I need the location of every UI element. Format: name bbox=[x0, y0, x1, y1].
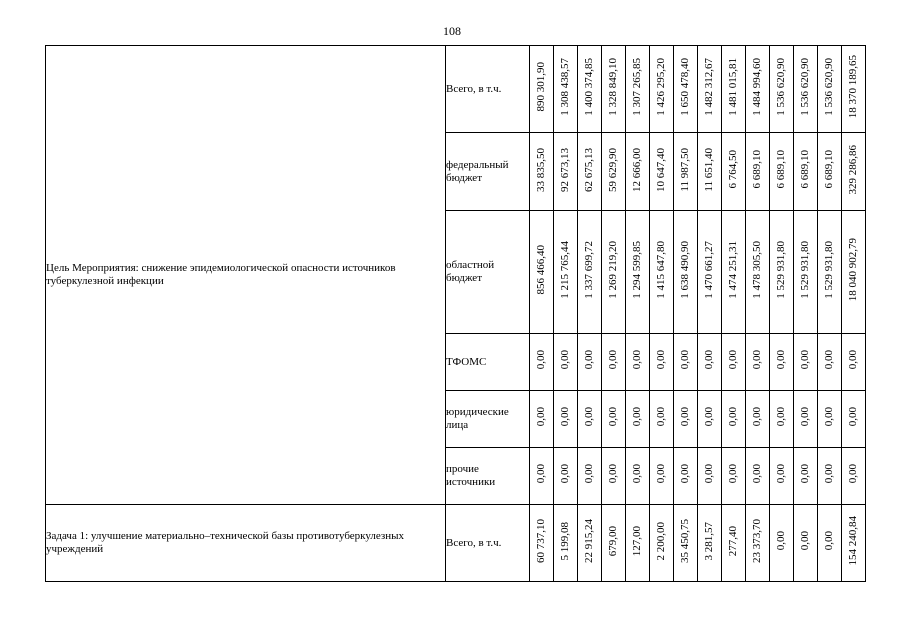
value-cell bbox=[698, 133, 722, 211]
value-text: 0,00 bbox=[607, 407, 619, 427]
value-text: 6 689,10 bbox=[799, 150, 811, 189]
value-cell bbox=[698, 448, 722, 505]
value-text: 62 675,13 bbox=[583, 147, 595, 192]
value-text: 1 478 305,50 bbox=[751, 241, 763, 299]
value-cell bbox=[602, 505, 626, 582]
value-text: 0,00 bbox=[655, 464, 667, 484]
source-label: ТФОМС bbox=[446, 334, 530, 391]
value-text: 0,00 bbox=[751, 464, 763, 484]
value-text: 1 294 599,85 bbox=[631, 241, 643, 299]
value-text: 22 915,24 bbox=[583, 519, 595, 563]
value-text: 1 536 620,90 bbox=[775, 58, 787, 116]
value-text: 59 629,90 bbox=[607, 147, 619, 192]
value-cell bbox=[602, 211, 626, 334]
value-cell bbox=[770, 505, 794, 582]
value-text: 6 689,10 bbox=[751, 150, 763, 189]
value-text: 277,40 bbox=[727, 525, 739, 557]
value-text: 0,00 bbox=[775, 531, 787, 551]
value-cell bbox=[722, 334, 746, 391]
value-text: 1 529 931,80 bbox=[799, 241, 811, 299]
value-cell bbox=[578, 334, 602, 391]
value-cell bbox=[554, 448, 578, 505]
value-cell bbox=[794, 505, 818, 582]
value-text: 0,00 bbox=[655, 407, 667, 427]
value-cell bbox=[746, 133, 770, 211]
value-text: 6 689,10 bbox=[775, 150, 787, 189]
value-text: 0,00 bbox=[631, 350, 643, 370]
value-text: 1 474 251,31 bbox=[727, 241, 739, 299]
value-cell bbox=[842, 334, 866, 391]
value-cell bbox=[530, 391, 554, 448]
value-text: 0,00 bbox=[775, 350, 787, 370]
value-cell bbox=[578, 505, 602, 582]
value-cell bbox=[746, 391, 770, 448]
value-text: 0,00 bbox=[799, 531, 811, 551]
value-cell bbox=[626, 448, 650, 505]
source-label: юридические лица bbox=[446, 391, 530, 448]
value-cell bbox=[650, 391, 674, 448]
value-cell bbox=[770, 391, 794, 448]
value-cell bbox=[770, 133, 794, 211]
value-text: 0,00 bbox=[727, 407, 739, 427]
value-text: 6 764,50 bbox=[727, 150, 739, 189]
value-text: 0,00 bbox=[823, 350, 835, 370]
value-text: 1 650 478,40 bbox=[679, 58, 691, 116]
value-cell bbox=[530, 448, 554, 505]
value-text: 0,00 bbox=[703, 350, 715, 370]
value-text: 679,00 bbox=[607, 525, 619, 557]
value-cell bbox=[794, 391, 818, 448]
value-text: 1 308 438,57 bbox=[559, 58, 571, 116]
value-cell bbox=[602, 391, 626, 448]
value-cell bbox=[530, 133, 554, 211]
value-cell bbox=[818, 391, 842, 448]
value-text: 35 450,75 bbox=[679, 519, 691, 563]
value-text: 0,00 bbox=[799, 407, 811, 427]
value-cell bbox=[794, 46, 818, 133]
value-text: 1 638 490,90 bbox=[679, 241, 691, 299]
value-text: 0,00 bbox=[847, 350, 859, 370]
value-cell bbox=[698, 46, 722, 133]
value-text: 0,00 bbox=[751, 350, 763, 370]
value-text: 0,00 bbox=[775, 407, 787, 427]
value-cell bbox=[842, 505, 866, 582]
value-cell bbox=[722, 211, 746, 334]
source-label: федеральный бюджет bbox=[446, 133, 530, 211]
task-title: Задача 1: улучшение материально–технической базы противотуберкулезных учреждений bbox=[46, 505, 446, 582]
value-text: 154 240,84 bbox=[847, 516, 859, 566]
value-text: 0,00 bbox=[727, 350, 739, 370]
value-text: 0,00 bbox=[823, 531, 835, 551]
value-cell bbox=[746, 211, 770, 334]
value-text: 1 482 312,67 bbox=[703, 58, 715, 116]
value-cell bbox=[698, 211, 722, 334]
value-text: 0,00 bbox=[583, 350, 595, 370]
value-text: 0,00 bbox=[607, 350, 619, 370]
value-cell bbox=[818, 505, 842, 582]
value-cell bbox=[554, 133, 578, 211]
value-text: 0,00 bbox=[583, 464, 595, 484]
value-cell bbox=[674, 448, 698, 505]
value-text: 12 666,00 bbox=[631, 147, 643, 192]
value-text: 6 689,10 bbox=[823, 150, 835, 189]
value-cell bbox=[722, 391, 746, 448]
value-cell bbox=[554, 334, 578, 391]
value-text: 0,00 bbox=[799, 350, 811, 370]
value-cell bbox=[770, 211, 794, 334]
value-text: 0,00 bbox=[559, 464, 571, 484]
value-cell bbox=[698, 391, 722, 448]
value-cell bbox=[770, 46, 794, 133]
value-text: 0,00 bbox=[775, 464, 787, 484]
value-text: 2 200,00 bbox=[655, 521, 667, 561]
value-text: 5 199,08 bbox=[559, 521, 571, 561]
value-cell bbox=[746, 46, 770, 133]
value-text: 0,00 bbox=[559, 350, 571, 370]
value-cell bbox=[650, 334, 674, 391]
value-cell bbox=[554, 391, 578, 448]
value-cell bbox=[794, 448, 818, 505]
value-text: 1 536 620,90 bbox=[823, 58, 835, 116]
value-cell bbox=[722, 505, 746, 582]
value-cell bbox=[794, 334, 818, 391]
value-text: 329 286,86 bbox=[847, 144, 859, 195]
value-cell bbox=[578, 133, 602, 211]
value-text: 1 426 295,20 bbox=[655, 58, 667, 116]
table-row bbox=[46, 46, 866, 133]
page-number: 108 bbox=[443, 24, 461, 38]
value-text: 1 484 994,60 bbox=[751, 58, 763, 116]
value-cell bbox=[578, 391, 602, 448]
funding-table bbox=[45, 45, 866, 582]
value-cell bbox=[674, 391, 698, 448]
value-cell bbox=[818, 133, 842, 211]
value-text: 1 529 931,80 bbox=[823, 241, 835, 299]
value-cell bbox=[842, 46, 866, 133]
value-cell bbox=[818, 334, 842, 391]
value-cell bbox=[674, 211, 698, 334]
value-cell bbox=[554, 505, 578, 582]
value-text: 18 370 189,65 bbox=[847, 55, 859, 119]
value-text: 1 415 647,80 bbox=[655, 241, 667, 299]
source-label: Всего, в т.ч. bbox=[446, 505, 530, 582]
value-cell bbox=[770, 334, 794, 391]
value-cell bbox=[626, 334, 650, 391]
value-cell bbox=[578, 46, 602, 133]
value-text: 1 470 661,27 bbox=[703, 241, 715, 299]
value-cell bbox=[698, 334, 722, 391]
value-cell bbox=[674, 505, 698, 582]
value-text: 1 529 931,80 bbox=[775, 241, 787, 299]
value-text: 33 835,50 bbox=[535, 147, 547, 192]
value-cell bbox=[602, 334, 626, 391]
value-text: 0,00 bbox=[703, 407, 715, 427]
value-text: 0,00 bbox=[535, 407, 547, 427]
table-row bbox=[46, 505, 866, 582]
value-cell bbox=[602, 448, 626, 505]
value-cell bbox=[626, 211, 650, 334]
value-text: 127,00 bbox=[631, 525, 643, 557]
value-text: 1 400 374,85 bbox=[583, 58, 595, 116]
source-label: прочие источники bbox=[446, 448, 530, 505]
value-cell bbox=[842, 391, 866, 448]
value-text: 0,00 bbox=[703, 464, 715, 484]
value-cell bbox=[554, 46, 578, 133]
value-text: 60 737,10 bbox=[535, 519, 547, 563]
value-cell bbox=[722, 46, 746, 133]
value-cell bbox=[554, 211, 578, 334]
value-cell bbox=[650, 211, 674, 334]
value-text: 1 307 265,85 bbox=[631, 58, 643, 116]
value-text: 0,00 bbox=[535, 464, 547, 484]
value-cell bbox=[746, 448, 770, 505]
value-cell bbox=[794, 133, 818, 211]
value-text: 11 651,40 bbox=[703, 147, 715, 192]
value-cell bbox=[842, 448, 866, 505]
value-text: 0,00 bbox=[631, 464, 643, 484]
value-text: 23 373,70 bbox=[751, 519, 763, 563]
value-text: 1 337 699,72 bbox=[583, 241, 595, 299]
value-cell bbox=[842, 211, 866, 334]
value-cell bbox=[626, 391, 650, 448]
value-text: 3 281,57 bbox=[703, 521, 715, 561]
value-text: 0,00 bbox=[751, 407, 763, 427]
value-cell bbox=[530, 334, 554, 391]
value-cell bbox=[818, 46, 842, 133]
source-label: областной бюджет bbox=[446, 211, 530, 334]
value-cell bbox=[626, 46, 650, 133]
value-cell bbox=[746, 334, 770, 391]
value-cell bbox=[698, 505, 722, 582]
value-cell bbox=[626, 133, 650, 211]
value-text: 1 215 765,44 bbox=[559, 241, 571, 299]
value-cell bbox=[722, 133, 746, 211]
value-cell bbox=[530, 211, 554, 334]
value-cell bbox=[794, 211, 818, 334]
value-text: 0,00 bbox=[679, 464, 691, 484]
value-text: 1 328 849,10 bbox=[607, 58, 619, 116]
value-text: 0,00 bbox=[583, 407, 595, 427]
value-text: 856 466,40 bbox=[535, 245, 547, 295]
value-text: 92 673,13 bbox=[559, 147, 571, 192]
value-cell bbox=[530, 46, 554, 133]
value-text: 0,00 bbox=[631, 407, 643, 427]
value-text: 0,00 bbox=[559, 407, 571, 427]
value-cell bbox=[578, 211, 602, 334]
value-cell bbox=[650, 448, 674, 505]
value-text: 1 536 620,90 bbox=[799, 58, 811, 116]
value-text: 1 481 015,81 bbox=[727, 58, 739, 116]
value-cell bbox=[674, 46, 698, 133]
value-cell bbox=[818, 448, 842, 505]
value-cell bbox=[530, 505, 554, 582]
value-text: 0,00 bbox=[823, 464, 835, 484]
value-text: 0,00 bbox=[607, 464, 619, 484]
value-text: 0,00 bbox=[847, 407, 859, 427]
goal-title: Цель Мероприятия: снижение эпидемиологической опасности источников туберкулезной инфекции bbox=[46, 46, 446, 505]
value-text: 0,00 bbox=[727, 464, 739, 484]
value-cell bbox=[674, 133, 698, 211]
value-cell bbox=[818, 211, 842, 334]
value-text: 0,00 bbox=[679, 407, 691, 427]
value-text: 0,00 bbox=[679, 350, 691, 370]
value-cell bbox=[650, 133, 674, 211]
value-cell bbox=[578, 448, 602, 505]
value-cell bbox=[770, 448, 794, 505]
value-text: 0,00 bbox=[535, 350, 547, 370]
value-text: 0,00 bbox=[655, 350, 667, 370]
value-cell bbox=[842, 133, 866, 211]
value-cell bbox=[650, 46, 674, 133]
source-label: Всего, в т.ч. bbox=[446, 46, 530, 133]
value-text: 0,00 bbox=[847, 464, 859, 484]
value-text: 0,00 bbox=[799, 464, 811, 484]
value-text: 890 301,90 bbox=[535, 62, 547, 112]
value-cell bbox=[602, 46, 626, 133]
value-cell bbox=[650, 505, 674, 582]
value-text: 10 647,40 bbox=[655, 147, 667, 192]
value-cell bbox=[602, 133, 626, 211]
value-cell bbox=[746, 505, 770, 582]
value-text: 18 040 902,79 bbox=[847, 238, 859, 302]
value-cell bbox=[722, 448, 746, 505]
value-text: 11 987,50 bbox=[679, 147, 691, 192]
value-cell bbox=[626, 505, 650, 582]
value-cell bbox=[674, 334, 698, 391]
value-text: 0,00 bbox=[823, 407, 835, 427]
value-text: 1 269 219,20 bbox=[607, 241, 619, 299]
